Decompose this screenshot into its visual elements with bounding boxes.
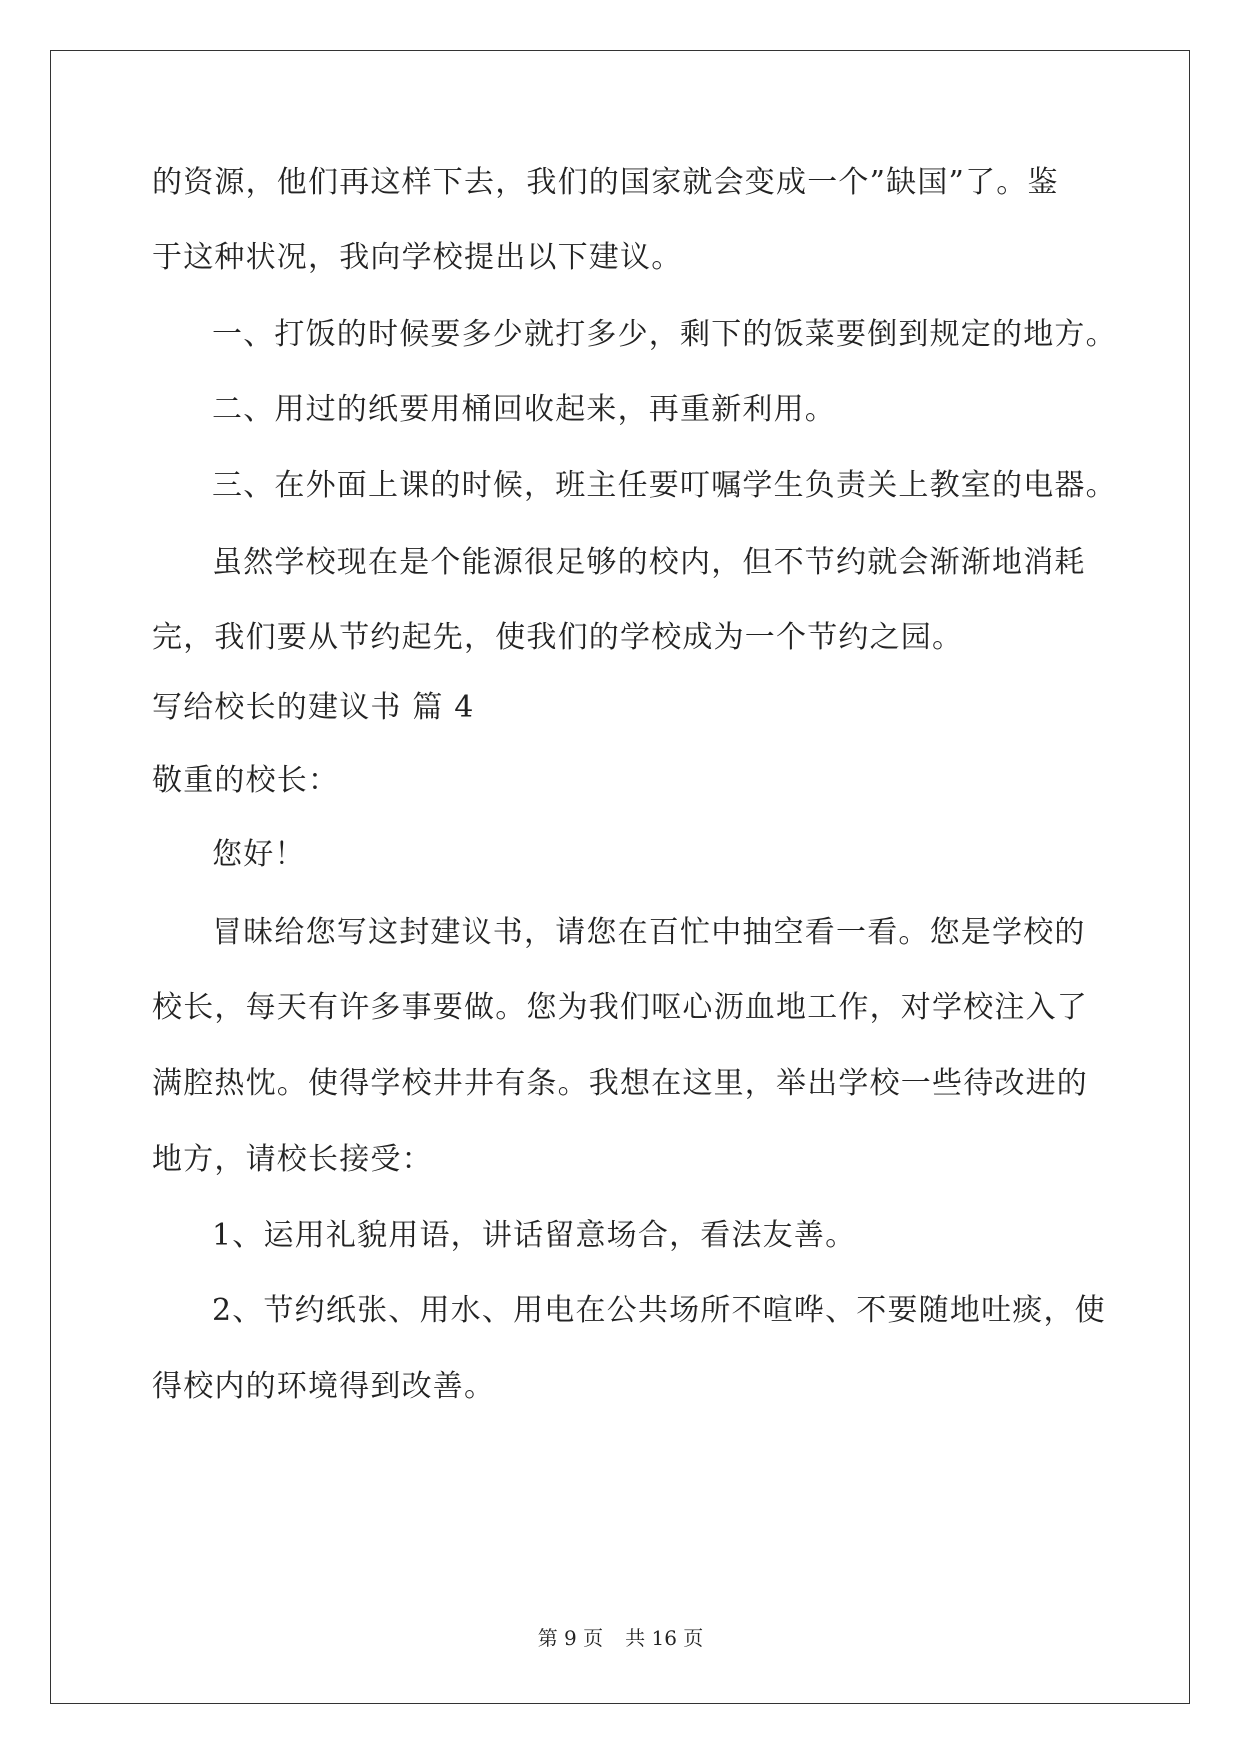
text-line: 冒昧给您写这封建议书，请您在百忙中抽空看一看。您是学校的 (212, 915, 1086, 950)
text-line: 完，我们要从节约起先，使我们的学校成为一个节约之园。 (152, 620, 964, 655)
text-line: 于这种状况，我向学校提出以下建议。 (152, 240, 683, 275)
text-line: 二、用过的纸要用桶回收起来，再重新利用。 (212, 392, 836, 427)
text-line: 满腔热忱。使得学校井井有条。我想在这里，举出学校一些待改进的 (152, 1066, 1088, 1101)
text-line: 虽然学校现在是个能源很足够的校内，但不节约就会渐渐地消耗 (212, 545, 1086, 580)
text-line: 一、打饭的时候要多少就打多少，剩下的饭菜要倒到规定的地方。 (212, 317, 1117, 352)
salutation: 敬重的校长： (152, 763, 340, 798)
page-number: 第 9 页 (537, 1626, 604, 1650)
page-total: 共 16 页 (625, 1626, 704, 1650)
text-line: 地方，请校长接受： (152, 1142, 433, 1177)
greeting: 您好！ (212, 837, 306, 872)
text-line: 三、在外面上课的时候，班主任要叮嘱学生负责关上教室的电器。 (212, 468, 1117, 503)
text-line: 得校内的环境得到改善。 (152, 1369, 496, 1404)
text-line: 的资源，他们再这样下去，我们的国家就会变成一个”缺国”了。鉴 (152, 165, 1059, 200)
list-item: 1、运用礼貌用语，讲话留意场合，看法友善。 (212, 1218, 857, 1253)
page-footer (0, 1624, 1241, 1652)
list-item: 2、节约纸张、用水、用电在公共场所不喧哗、不要随地吐痰，使 (212, 1293, 1106, 1328)
text-line: 校长，每天有许多事要做。您为我们呕心沥血地工作，对学校注入了 (152, 990, 1088, 1025)
section-heading: 写给校长的建议书 篇 4 (152, 690, 475, 725)
